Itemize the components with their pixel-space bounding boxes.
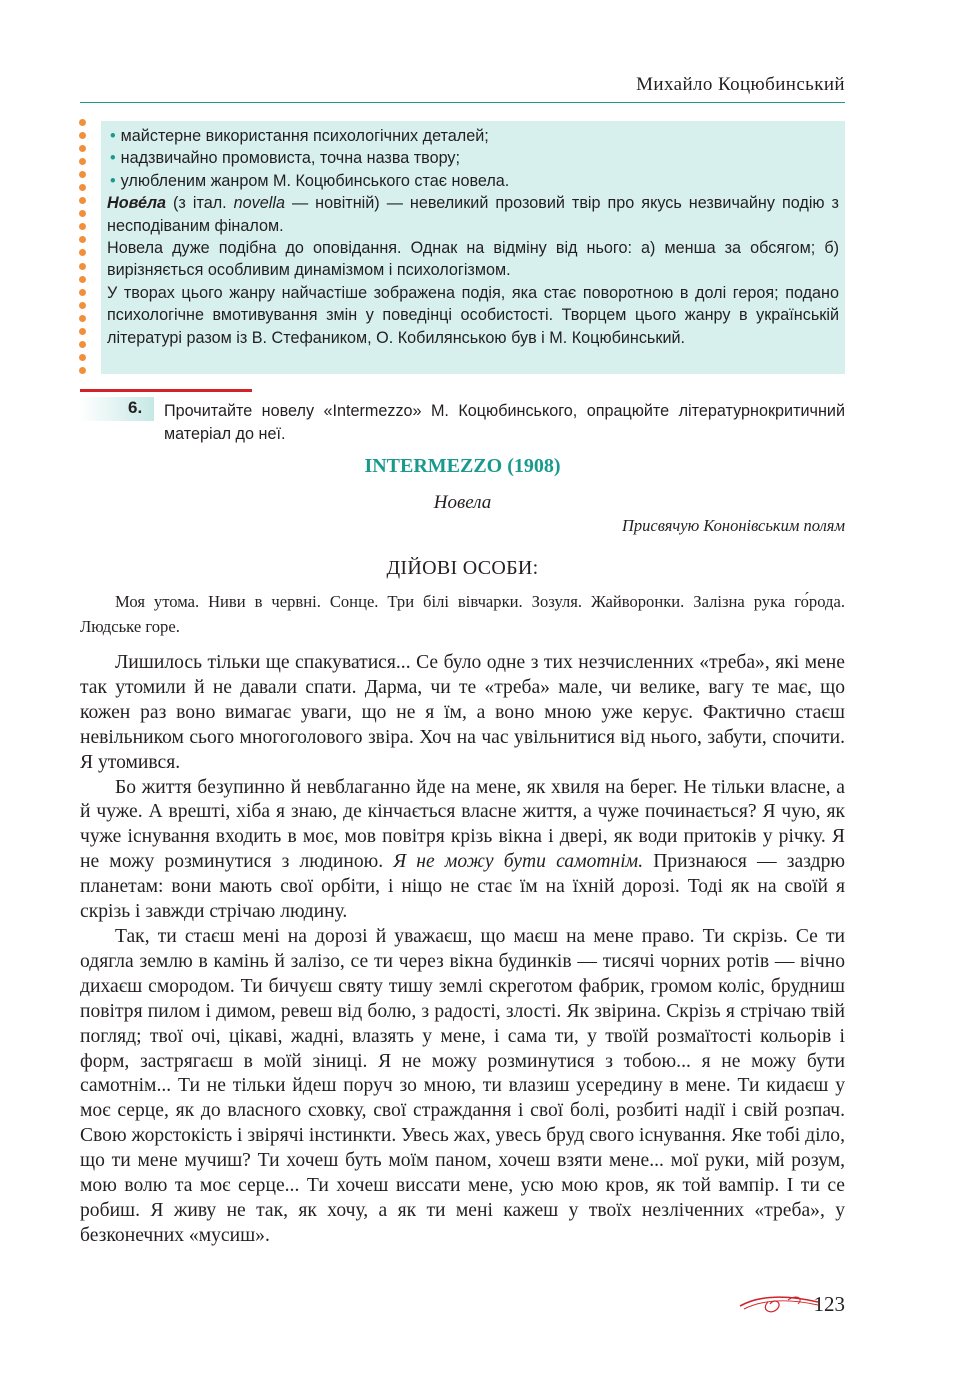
task-number: 6. xyxy=(128,398,143,417)
decorative-dot xyxy=(79,341,86,348)
decorative-dot xyxy=(79,354,86,361)
decorative-dot xyxy=(79,367,86,374)
story-italic-run: Я не можу бути самотнім. xyxy=(393,851,644,873)
definition-text: — новітній) — невеликий прозовий твір про якусь незвичайну подію з несподіваним фіналом. xyxy=(107,194,839,235)
story-genre: Новела xyxy=(433,492,492,513)
genre-note: У творах цього жанру найчастіше зображена подія, яка стає поворотною в долі героя; подано психологічне вмотивування змін у поведінці особистості. Творцем цього жанру в українській літературі разом із В. Стефаником, О. Кобилянською був і М. Коцюбинський. xyxy=(107,283,839,347)
decorative-dot xyxy=(79,302,86,309)
cast-list: Моя утома. Ниви в червні. Сонце. Три білі вівчарки. Зозуля. Жайворонки. Залізна рука го́рода. Людське горе. xyxy=(80,592,845,636)
decorative-dot xyxy=(79,276,86,283)
story-paragraph: Так, ти стаєш мені на дорозі й уважаєш, що маєш на мене право. Ти скрізь. Се ти одягла землю в камінь й залізо, се ти через вікна будинків — тисячі чорних ротів — вічно дихаєш смородом. Ти бичуєш святу тишу землі скреготом фабрик, громом коліс, брудниш повітря пилом і димом, ревеш від болю, з радості, злості. Як звірина. Скрізь я стрічаю твій погляд; твої очі, цікаві, жадні, влазять у мене, і сама ти, у твоїй розмаїтості кольорів і форм, застрягаєш в моїй зіниці. Я не можу розминутися з тобою... я не можу бути самотнім... Ти не тільки йдеш поруч зо мною, ти влазиш усередину в мене. Ти кидаєш у моє серце, як до власного сховку, свої страждання і свої болі, розбиті надії і свій розпач. Свою жорстокість і звірячі інстинкти. Увесь жах, увесь бруд свого існування. Яке тобі діло, що ти мене мучиш? Ти хочеш буть моїм паном, хочеш взяти мене... мої руки, мій розум, мою волю та моє серце... Ти хочеш виссати мене, усю мою кров, як той вампір. І ти се робиш. Я живу не так, як хочу, а як ти мені кажеш у твоїх незліченних «треба», у безконечних «мусиш». xyxy=(80,925,845,1246)
red-divider xyxy=(80,389,252,392)
decorative-dot xyxy=(79,145,86,152)
story-paragraph xyxy=(80,776,845,925)
definition-origin: novella xyxy=(233,194,285,213)
decorative-dot xyxy=(79,197,86,204)
info-bullet-text: майстерне використання психологічних деталей; xyxy=(120,127,489,145)
decorative-dot xyxy=(79,328,86,335)
info-bullet-text: надзвичайно промовиста, точна назва твору; xyxy=(120,149,461,168)
ornament-swirl-icon xyxy=(738,1290,820,1320)
page-number: 123 xyxy=(813,1292,845,1316)
story-title: INTERMEZZO (1908) xyxy=(364,455,561,477)
story-dedication: Присвячую Кононівським полям xyxy=(622,516,845,535)
task-band xyxy=(80,397,154,421)
bullet-icon: • xyxy=(110,171,116,190)
definition-term: Нове́ла xyxy=(107,194,167,213)
task-text: Прочитайте новелу «Intermezzo» М. Коцюбинського, опрацюйте літературнокритичний матеріал до неї. xyxy=(164,402,845,443)
story-text-run: Бо життя безупинно й невблаганно йде на мене, як хвиля на берег. Не тільки власне, а й чуже. А врешті, хіба я знаю, де кінчається власне життя, а чуже починається? Я чую, як чуже існування входить в моє, мов повітря крізь вікна і двері, як води притоків у річку. Я не можу розминутися з людиною. xyxy=(80,776,845,873)
decorative-dot xyxy=(79,249,86,256)
decorative-dot xyxy=(79,184,86,191)
info-bullet xyxy=(107,125,839,147)
info-bullet xyxy=(107,147,839,169)
story-text xyxy=(80,651,845,1249)
info-bullet xyxy=(107,170,839,192)
decorative-dot xyxy=(79,315,86,322)
bullet-icon: • xyxy=(110,149,116,168)
header-rule xyxy=(80,102,845,103)
decorative-dot xyxy=(79,132,86,139)
info-box xyxy=(101,121,845,374)
decorative-dot xyxy=(79,289,86,296)
decorative-dot xyxy=(79,119,86,126)
decorative-dot xyxy=(79,158,86,165)
dot-column xyxy=(79,119,89,380)
decorative-dot xyxy=(79,223,86,230)
decorative-dot xyxy=(79,171,86,178)
story-paragraph: Лишилось тільки ще спакуватися... Се було одне з тих незчисленних «треба», які мене так утомили й не давали спати. Дарма, чи те «треба» мале, чи велике, вагу те має, що кожен раз воно вимагає уваги, що не я їм, а воно мною уже керує. Фактично стаєш невільником сього многоголового звіра. Хоч на час увільнитися від нього, забути, спочити. Я утомився. xyxy=(80,652,845,773)
decorative-dot xyxy=(79,210,86,217)
info-bullet-text: улюбленим жанром М. Коцюбинського стає новела. xyxy=(120,171,510,190)
header-author: Михайло Коцюбинський xyxy=(636,74,845,95)
decorative-dot xyxy=(79,263,86,270)
cast-heading: ДІЙОВІ ОСОБИ: xyxy=(386,557,539,579)
novella-definition xyxy=(107,192,839,237)
novella-comparison: Новела дуже подібна до оповідання. Однак на відміну від нього: а) менша за обсягом; б) вирізняється особливим динамізмом і психологізмом. xyxy=(107,239,839,280)
story-text-run: Признаюся — заздрю планетам: вони мають свої орбіти, і ніщо не стає їм на їхній дорозі. Тоді як на своїй я скрізь і завжди стрічаю людину. xyxy=(80,851,846,923)
bullet-icon: • xyxy=(110,127,116,145)
decorative-dot xyxy=(79,236,86,243)
definition-text: (з італ. xyxy=(166,194,234,213)
